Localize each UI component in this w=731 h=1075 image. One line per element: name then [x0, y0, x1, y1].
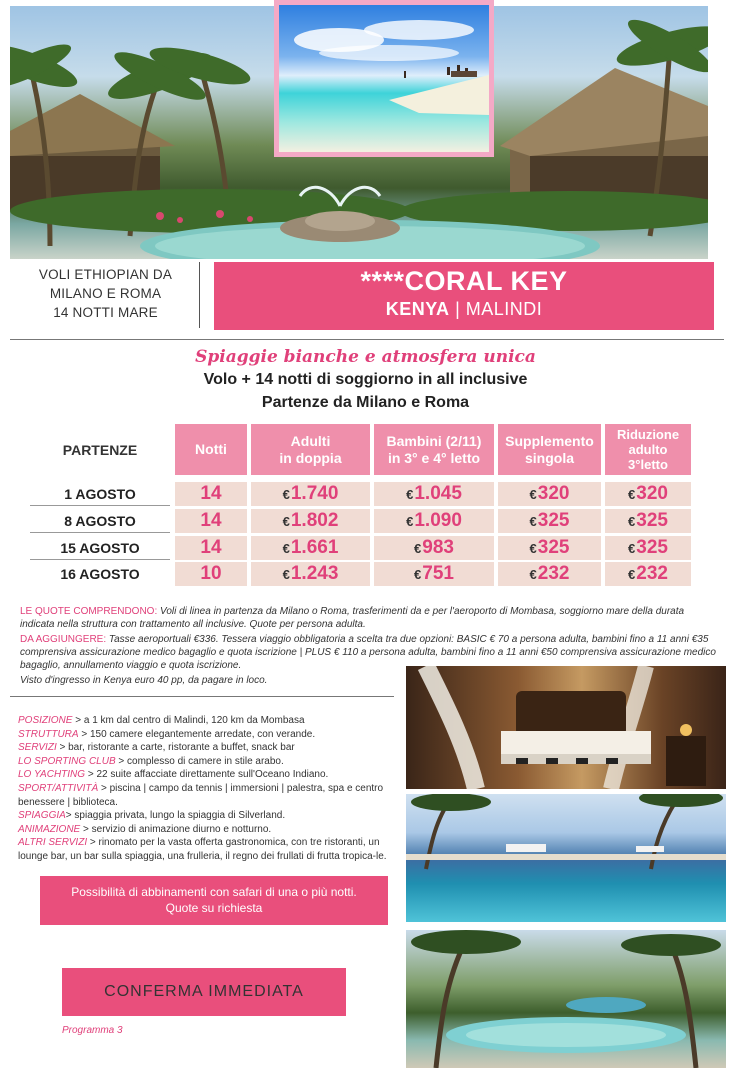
header-riduzione-line1: Riduzione — [616, 427, 680, 442]
adult-price: 1.740 — [290, 483, 339, 504]
info-text: > 22 suite affacciate direttamente sull'Oceano Indiano. — [85, 769, 329, 781]
adult-price-cell — [251, 562, 370, 586]
info-text: > complesso di camere in stile arabo. — [115, 755, 284, 767]
header-supplemento-line1: Supplemento — [505, 432, 594, 449]
city-label: MALINDI — [465, 299, 543, 319]
hotel-title-box — [214, 262, 714, 330]
third-bed-reduction: 232 — [636, 563, 668, 584]
header-adulti-line1: Adulti — [290, 432, 331, 449]
garden-pool-photo — [406, 930, 726, 1068]
nights-cell: 10 — [175, 562, 247, 586]
currency-symbol: € — [282, 541, 290, 556]
nights-cell: 14 — [175, 482, 247, 506]
single-supplement-cell — [498, 509, 601, 533]
program-label: Programma 3 — [62, 1025, 123, 1036]
room-photo — [406, 666, 726, 789]
child-price: 1.045 — [414, 483, 462, 504]
safari-note — [40, 876, 388, 925]
info-key: ANIMAZIONE — [18, 823, 81, 835]
info-item — [18, 714, 396, 728]
currency-symbol: € — [628, 514, 636, 529]
adult-price-cell — [251, 509, 370, 533]
divider — [10, 696, 394, 697]
visa-note: Visto d'ingresso in Kenya euro 40 pp, da pagare in loco. — [20, 675, 268, 686]
location-separator: | — [455, 299, 461, 319]
flights-line-3: 14 NOTTI MARE — [53, 305, 158, 320]
header-bambini-line1: Bambini (2/11) — [386, 432, 482, 449]
info-text: > 150 camere elegantemente arredate, con verande. — [78, 728, 316, 740]
adult-price-cell — [251, 482, 370, 506]
currency-symbol: € — [628, 567, 636, 582]
nights-cell: 14 — [175, 509, 247, 533]
country-label: KENYA — [385, 299, 450, 319]
safari-line-2: Quote su richiesta — [165, 901, 263, 915]
price-extras-text: Tasse aeroportuali €336. Tessera viaggio obbligatoria a scelta tra due opzioni: BASIC € 70 a persona adulta, bambini fino a 11 anni €35 comprensiva assicurazione medico bagaglio e quota iscrizione | PLUS € 110 a persona adulta, bambini fino a 11 anni €50 comprensiva assicurazione medico bagaglio, annullamento viaggio e quota iscrizione. — [20, 634, 716, 671]
offer-summary: Volo + 14 notti di soggiorno in all inclusive — [203, 371, 528, 388]
info-key: SPIAGGIA — [18, 810, 66, 822]
third-bed-reduction-cell — [605, 536, 691, 560]
info-item — [18, 823, 396, 837]
header-bambini — [374, 424, 494, 475]
info-text: > rinomato per la vasta offerta gastronomica, con tre ristoranti, un lounge bar, un bar sulla spiaggia, una frulleria, il regno dei frullati di frutta tropica-le. — [18, 837, 387, 862]
hotel-location — [214, 299, 714, 320]
info-text: > spiaggia privata, lungo la spiaggia di Silverland. — [65, 810, 286, 822]
info-item — [18, 768, 396, 782]
info-key: LO YACHTING — [18, 769, 86, 781]
info-item — [18, 809, 396, 823]
single-supplement-cell — [498, 536, 601, 560]
header-riduzione — [605, 424, 691, 475]
currency-symbol: € — [282, 514, 290, 529]
info-key: SPORT/ATTIVITÀ — [18, 782, 99, 794]
third-bed-reduction: 325 — [636, 537, 668, 558]
single-supplement: 325 — [537, 537, 570, 558]
header-riduzione-line2: adulto — [628, 442, 668, 457]
header-supplemento — [498, 424, 601, 475]
header-adulti — [251, 424, 370, 475]
single-supplement-cell — [498, 562, 601, 586]
safari-line-1: Possibilità di abbinamenti con safari di una o più notti. — [71, 885, 357, 899]
header-partenze: PARTENZE — [62, 441, 138, 458]
flights-line-1: VOLI ETHIOPIAN DA — [38, 267, 173, 282]
departures-summary: Partenze da Milano e Roma — [261, 394, 470, 411]
tagline: Spiaggie bianche e atmosfera unica — [195, 347, 536, 367]
single-supplement: 232 — [537, 563, 570, 584]
header-riduzione-line3: 3°letto — [628, 457, 668, 472]
single-supplement: 320 — [537, 483, 570, 504]
info-item — [18, 741, 396, 755]
third-bed-reduction: 320 — [636, 483, 668, 504]
beach-inset-photo — [274, 0, 494, 157]
child-price: 751 — [422, 563, 454, 584]
price-extras-key: DA AGGIUNGERE: — [20, 634, 107, 645]
info-key: POSIZIONE — [18, 715, 73, 726]
departure-date: 16 AGOSTO — [60, 566, 140, 582]
info-text: > bar, ristorante a carte, ristorante a buffet, snack bar — [56, 742, 295, 754]
header-bambini-line2: in 3° e 4° letto — [387, 449, 481, 466]
header-supplemento-line2: singola — [524, 449, 574, 466]
single-supplement: 325 — [537, 510, 570, 531]
info-key: SERVIZI — [18, 742, 57, 754]
price-includes — [20, 606, 718, 632]
currency-symbol: € — [529, 514, 537, 529]
child-price-cell — [374, 536, 494, 560]
price-includes-text: Voli di linea in partenza da Milano o Roma, trasferimenti da e per l'aeroporto di Mombasa, soggiorno mare della durata indicata nella struttura con trattamento all inclusive. Quote per persona adulta. — [20, 606, 685, 630]
info-key: STRUTTURA — [18, 728, 79, 740]
third-bed-reduction-cell — [605, 482, 691, 506]
currency-symbol: € — [282, 487, 290, 502]
header-notti — [175, 424, 247, 475]
currency-symbol: € — [529, 541, 537, 556]
third-bed-reduction-cell — [605, 509, 691, 533]
currency-symbol: € — [529, 567, 537, 582]
currency-symbol: € — [628, 487, 636, 502]
child-price: 1.090 — [414, 510, 462, 531]
adult-price: 1.661 — [290, 537, 339, 558]
currency-symbol: € — [282, 567, 290, 582]
child-price-cell — [374, 509, 494, 533]
departure-date: 15 AGOSTO — [30, 536, 170, 560]
currency-symbol: € — [414, 567, 422, 582]
hotel-name: ****CORAL KEY — [360, 266, 568, 296]
info-item — [18, 782, 396, 809]
info-key: LO SPORTING CLUB — [18, 755, 116, 767]
info-item — [18, 728, 396, 742]
currency-symbol: € — [414, 541, 422, 556]
departure-date: 1 AGOSTO — [30, 482, 170, 506]
divider — [10, 339, 724, 340]
adult-price: 1.802 — [290, 510, 339, 531]
child-price: 983 — [422, 537, 454, 558]
info-text: > a 1 km dal centro di Malindi, 120 km da Mombasa — [72, 715, 305, 726]
adult-price-cell — [251, 536, 370, 560]
info-text: > servizio di animazione diurno e notturno. — [80, 823, 272, 835]
header-notti-label: Notti — [195, 441, 227, 457]
conferma-immediata-button[interactable]: CONFERMA IMMEDIATA — [62, 968, 346, 1016]
currency-symbol: € — [529, 487, 537, 502]
hotel-info-list — [18, 714, 396, 864]
price-includes-key: LE QUOTE COMPRENDONO: — [20, 606, 158, 617]
currency-symbol: € — [406, 514, 414, 529]
currency-symbol: € — [406, 487, 414, 502]
flights-info — [12, 262, 200, 328]
header-adulti-line2: in doppia — [279, 449, 342, 466]
nights-cell: 14 — [175, 536, 247, 560]
third-bed-reduction-cell — [605, 562, 691, 586]
info-text: > piscina | campo da tennis | immersioni | palestra, spa e centro benessere | biblioteca. — [18, 782, 384, 808]
child-price-cell — [374, 482, 494, 506]
info-item — [18, 755, 396, 769]
child-price-cell — [374, 562, 494, 586]
flights-line-2: MILANO E ROMA — [49, 286, 162, 301]
adult-price: 1.243 — [290, 563, 339, 584]
single-supplement-cell — [498, 482, 601, 506]
info-item — [18, 836, 396, 863]
currency-symbol: € — [628, 541, 636, 556]
infinity-pool-photo — [406, 794, 726, 922]
departure-date: 8 AGOSTO — [30, 509, 170, 533]
info-key: ALTRI SERVIZI — [18, 837, 88, 849]
third-bed-reduction: 325 — [636, 510, 668, 531]
